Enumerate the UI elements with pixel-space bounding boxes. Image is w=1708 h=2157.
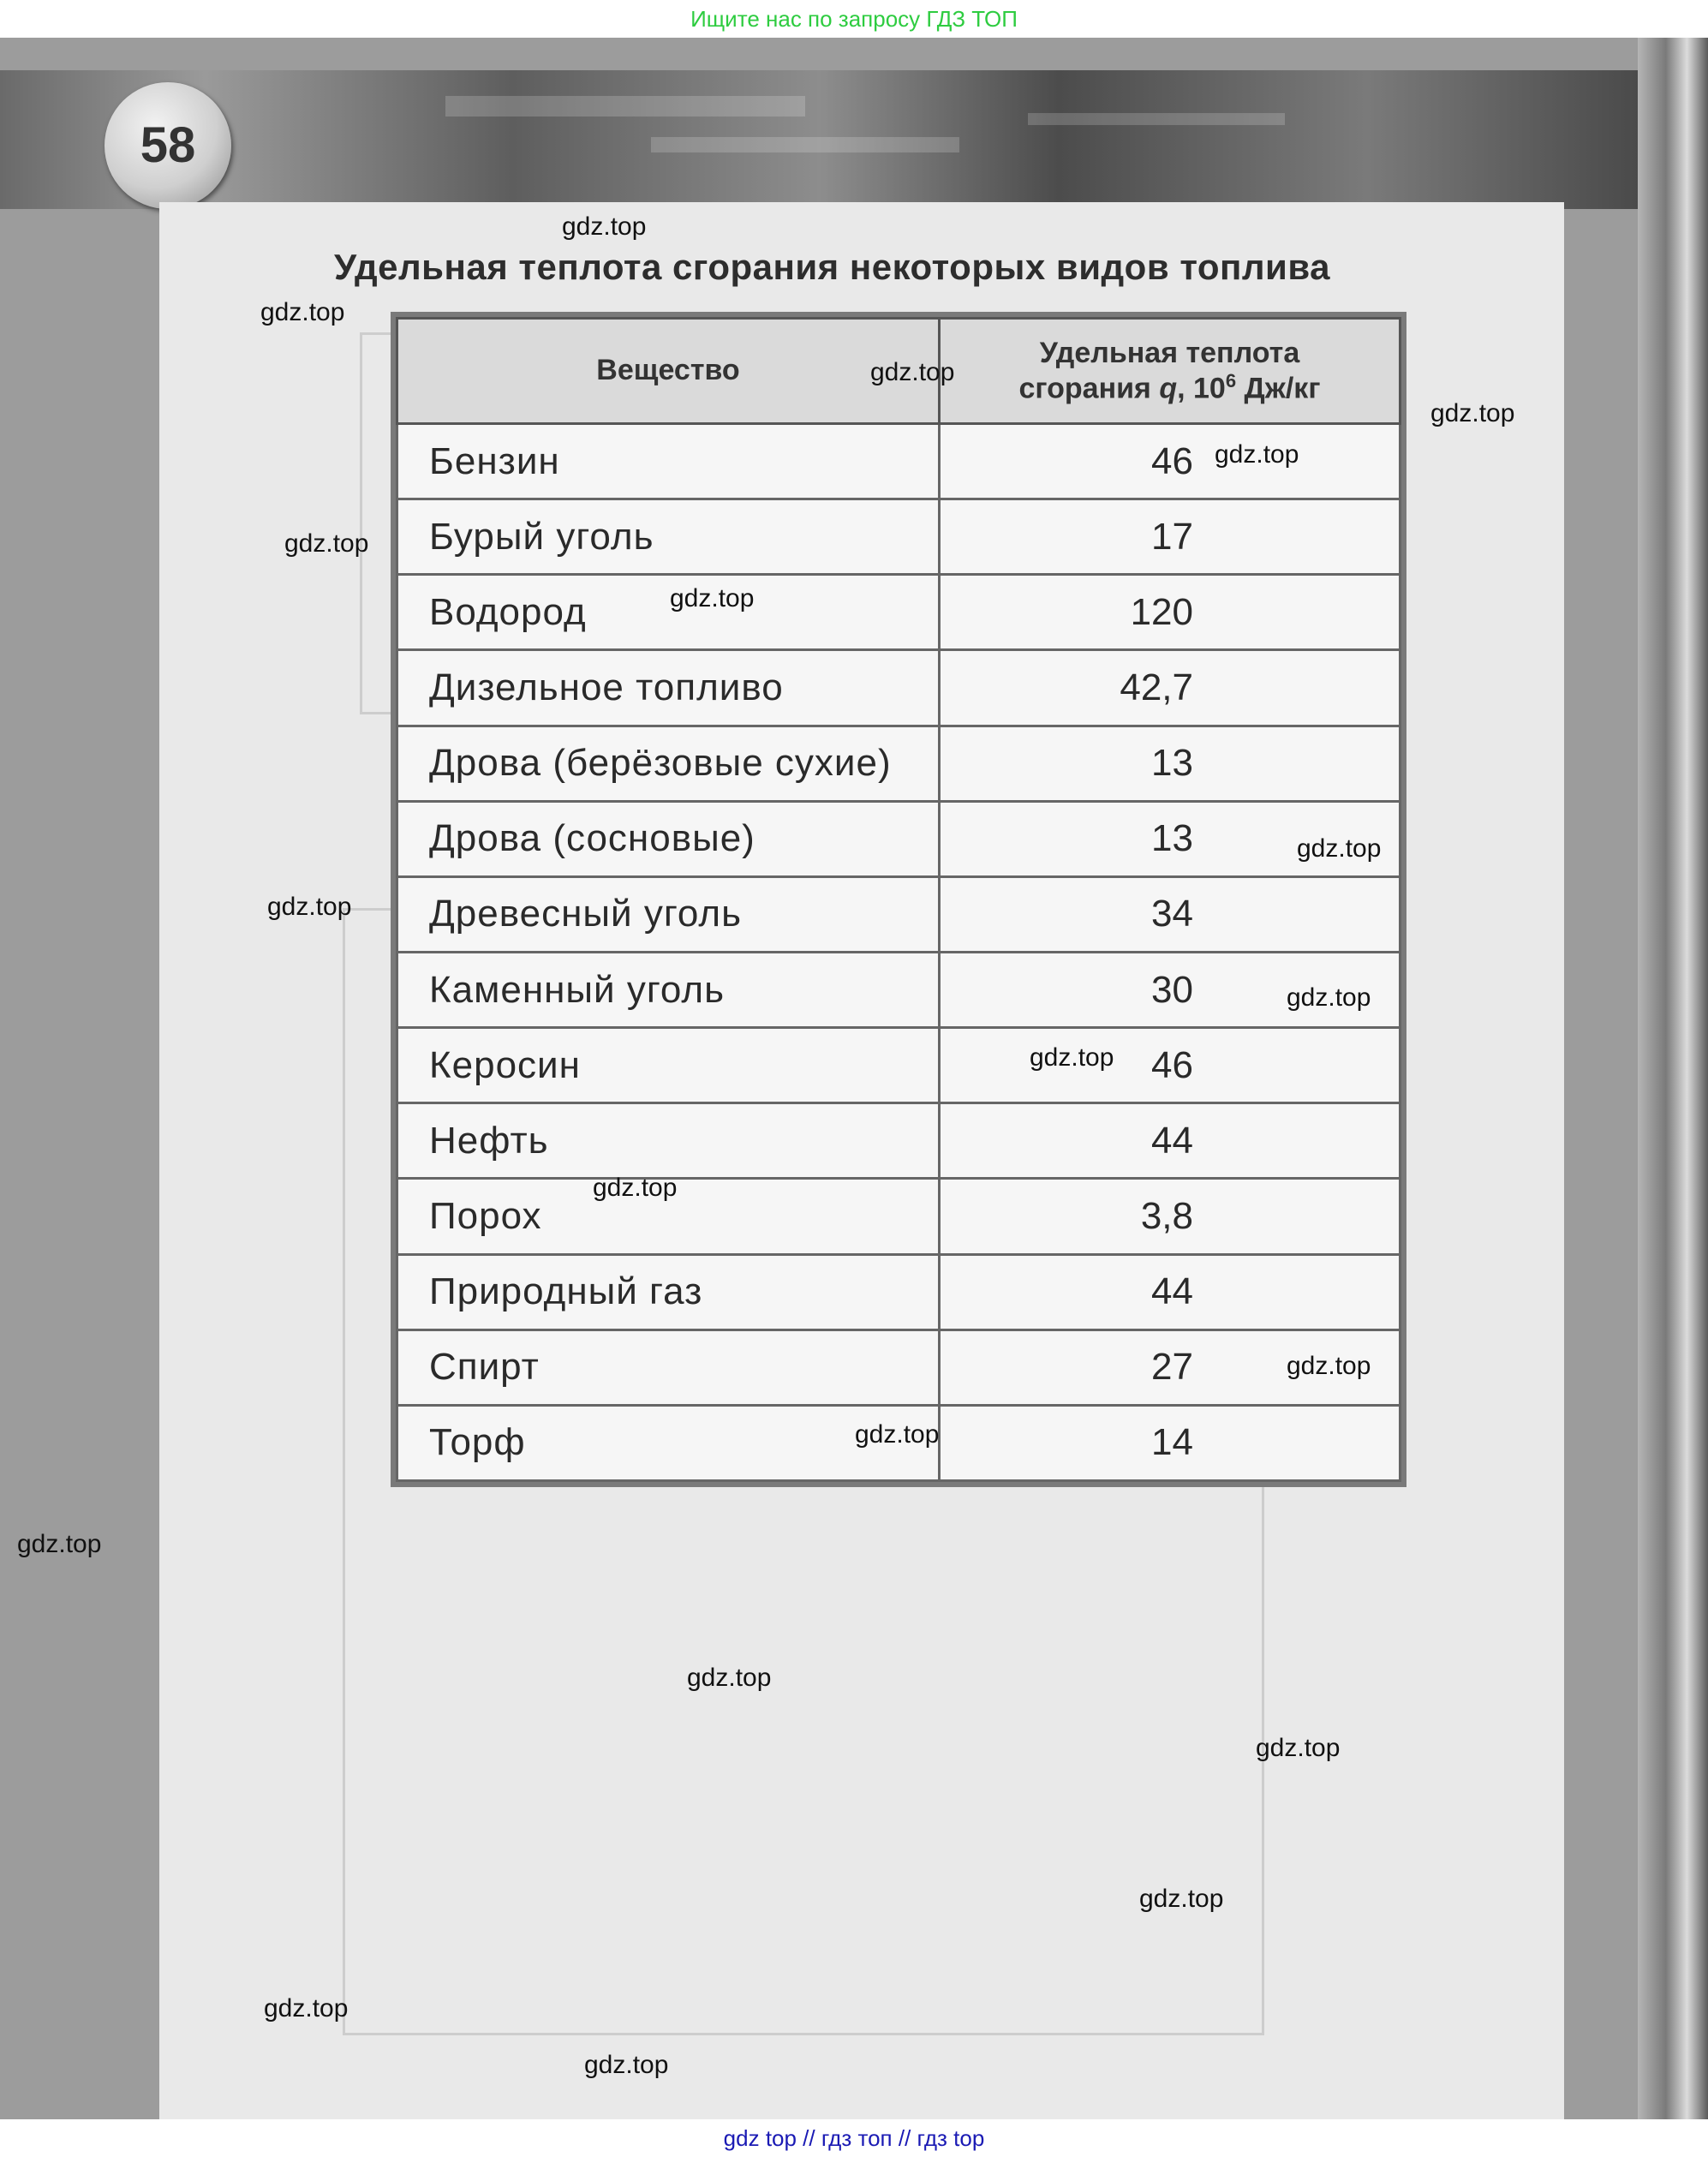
header-value-prefix: сгорания (1018, 372, 1151, 405)
page-header-banner (0, 70, 1708, 209)
table-row (397, 1103, 1400, 1179)
header-value-base: 10 (1193, 372, 1226, 405)
watermark: gdz.top (593, 1174, 678, 1202)
header-substance: Вещество (397, 319, 940, 424)
watermark: gdz.top (687, 1664, 772, 1692)
header-value-unit: Дж/кг (1244, 372, 1321, 405)
watermark: gdz.top (260, 298, 345, 326)
row-value: 120 (940, 575, 1400, 650)
table-row (397, 1254, 1400, 1329)
header-value-symbol: q (1159, 372, 1178, 405)
watermark: gdz.top (1297, 834, 1382, 863)
row-value: 27 (940, 1329, 1400, 1405)
table-row (397, 876, 1400, 952)
watermark: gdz.top (870, 358, 955, 386)
table-row (397, 726, 1400, 801)
row-value: 13 (940, 801, 1400, 876)
watermark: gdz.top (1287, 1352, 1371, 1380)
book-binding (1638, 38, 1708, 2119)
watermark: gdz.top (584, 2051, 669, 2079)
table-row (397, 575, 1400, 650)
header-value-line1: Удельная теплота (1039, 336, 1300, 369)
row-value: 13 (940, 726, 1400, 801)
row-substance: Дрова (берёзовые сухие) (397, 726, 940, 801)
row-substance: Бурый уголь (397, 499, 940, 575)
watermark: gdz.top (264, 1994, 349, 2023)
watermark: gdz.top (1430, 399, 1515, 427)
watermark: gdz.top (17, 1530, 102, 1558)
page-number-badge (105, 82, 231, 209)
row-value: 30 (940, 952, 1400, 1027)
watermark: gdz.top (267, 893, 352, 921)
row-substance: Керосин (397, 1028, 940, 1103)
table-row (397, 1329, 1400, 1405)
table-row (397, 952, 1400, 1027)
row-value: 44 (940, 1103, 1400, 1179)
row-substance: Каменный уголь (397, 952, 940, 1027)
row-substance: Спирт (397, 1329, 940, 1405)
watermark: gdz.top (562, 212, 647, 241)
row-value: 44 (940, 1254, 1400, 1329)
bottom-promo-banner: gdz top // гдз топ // гдз top (0, 2119, 1708, 2157)
row-substance: Торф (397, 1405, 940, 1480)
watermark: gdz.top (1256, 1734, 1341, 1762)
row-substance: Порох (397, 1179, 940, 1254)
header-value-exp: 6 (1225, 369, 1237, 391)
table-row (397, 1179, 1400, 1254)
watermark: gdz.top (855, 1420, 940, 1449)
table-row (397, 801, 1400, 876)
row-substance: Нефть (397, 1103, 940, 1179)
row-value: 46 (940, 424, 1400, 499)
watermark: gdz.top (1287, 983, 1371, 1012)
watermark: gdz.top (1030, 1043, 1114, 1072)
row-value: 3,8 (940, 1179, 1400, 1254)
row-substance: Природный газ (397, 1254, 940, 1329)
row-value: 42,7 (940, 650, 1400, 726)
fuel-heat-table (391, 312, 1406, 1487)
row-substance: Дрова (сосновые) (397, 801, 940, 876)
row-substance: Дизельное топливо (397, 650, 940, 726)
watermark: gdz.top (670, 584, 755, 612)
table-row (397, 650, 1400, 726)
row-value: 46 (940, 1028, 1400, 1103)
table-row (397, 1028, 1400, 1103)
row-substance: Древесный уголь (397, 876, 940, 952)
row-substance: Бензин (397, 424, 940, 499)
table-row (397, 499, 1400, 575)
row-value: 17 (940, 499, 1400, 575)
page-number: 58 (140, 117, 196, 173)
watermark: gdz.top (1215, 440, 1299, 469)
row-value: 14 (940, 1405, 1400, 1480)
row-substance: Водород (397, 575, 940, 650)
watermark: gdz.top (1139, 1885, 1224, 1913)
top-promo-banner: Ищите нас по запросу ГДЗ ТОП (0, 0, 1708, 38)
watermark: gdz.top (284, 529, 369, 558)
header-specific-heat: Удельная теплота сгорания q, $10^6$ Дж/кг (940, 319, 1400, 424)
table-title: Удельная теплота сгорания некоторых видов топлива (334, 247, 1330, 287)
row-value: 34 (940, 876, 1400, 952)
